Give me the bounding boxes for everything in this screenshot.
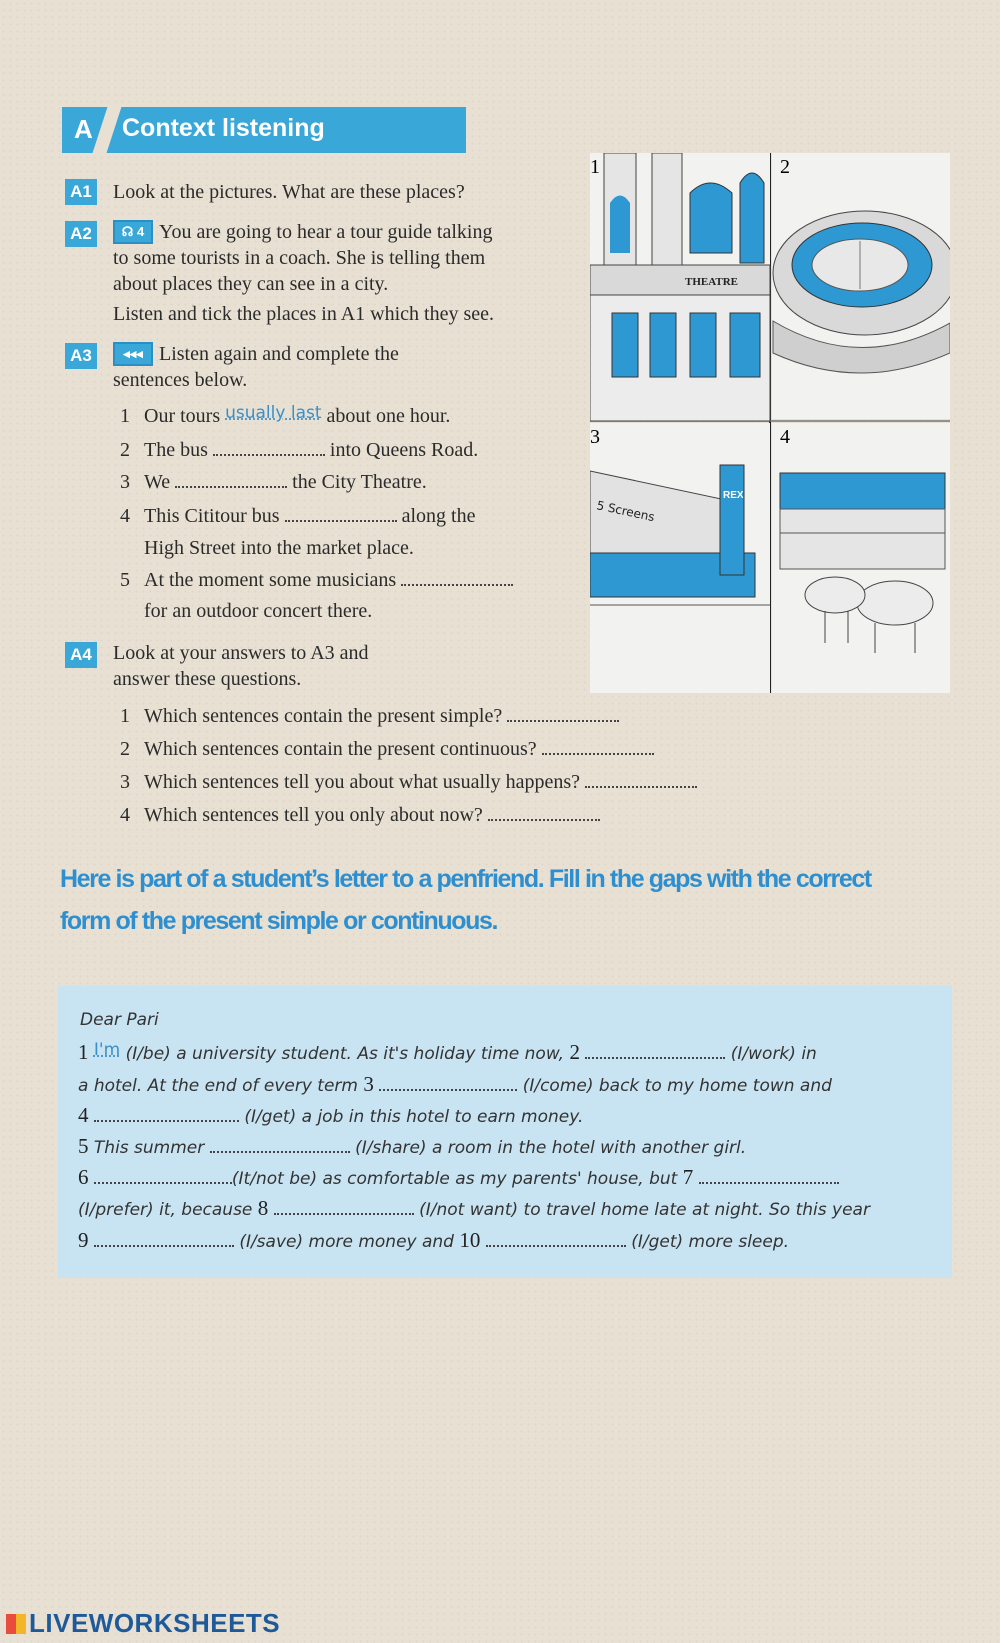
logo-icon	[6, 1614, 26, 1634]
a4-question-2: 2 Which sentences contain the present continuous?	[120, 736, 654, 762]
a2-line-3: about places they can see in a city.	[113, 273, 389, 295]
a4-line-1: Look at your answers to A3 and	[113, 642, 369, 664]
a3-item-4: 4 This Cititour bus along the	[120, 505, 476, 527]
letter-line-5: 6 (It/not be) as comfortable as my parents' house, but 7	[78, 1165, 839, 1190]
letter-answer-1[interactable]: I'm	[93, 1040, 121, 1060]
a4-gap-2[interactable]	[542, 739, 654, 755]
a1-text: Look at the pictures. What are these places?	[113, 181, 465, 203]
a4-question-4: 4 Which sentences tell you only about now?	[120, 802, 600, 828]
section-title: Context listening	[122, 114, 325, 142]
svg-text:REX: REX	[723, 490, 744, 501]
a2-line-1: ☊ 4 You are going to hear a tour guide talking	[113, 219, 492, 245]
rewind-icon[interactable]: ◂◂◂	[113, 342, 153, 366]
a1-tag: A1	[65, 179, 97, 205]
section-letter: A	[74, 114, 93, 144]
letter-greeting: Dear Pari	[80, 1010, 159, 1030]
a3-gap-5[interactable]	[401, 570, 513, 586]
letter-line-3: 4 (I/get) a job in this hotel to earn money.	[78, 1103, 584, 1127]
svg-text:THEATRE: THEATRE	[685, 276, 738, 288]
a3-gap-2[interactable]	[213, 440, 325, 456]
stadium-picture	[772, 153, 950, 419]
instruction-line-1: Here is part of a student’s letter to a penfriend. Fill in the gaps with the correct	[60, 865, 871, 893]
a4-gap-4[interactable]	[488, 805, 600, 821]
picture-label-4: 4	[780, 426, 790, 448]
a3-item-5-cont: for an outdoor concert there.	[144, 600, 373, 622]
a2-listen: Listen and tick the places in A1 which they see.	[113, 303, 495, 325]
a4-gap-1[interactable]	[507, 706, 619, 722]
letter-gap-8[interactable]	[274, 1201, 414, 1215]
a3-item-3: 3 We the City Theatre.	[120, 471, 427, 493]
a4-question-1: 1 Which sentences contain the present simple?	[120, 703, 619, 729]
letter-gap-5[interactable]	[210, 1139, 350, 1153]
instruction	[60, 858, 960, 942]
a4-question-3: 3 Which sentences tell you about what usually happens?	[120, 769, 697, 795]
places-pictures	[590, 153, 950, 693]
a2-line-2: to some tourists in a coach. She is telling them	[113, 247, 486, 269]
market-picture	[772, 423, 950, 693]
picture-label-2: 2	[780, 156, 790, 178]
a3-item-1: 1 Our tours $^{usually last}$ about one hour.	[120, 403, 451, 427]
a3-item-2: 2 The bus into Queens Road.	[120, 439, 479, 461]
a3-line-2: sentences below.	[113, 369, 248, 391]
letter-gap-7[interactable]	[699, 1170, 839, 1184]
a3-line-1: ◂◂◂ Listen again and complete the	[113, 341, 399, 367]
a3-item-4-cont: High Street into the market place.	[144, 537, 414, 559]
a3-gap-3[interactable]	[175, 472, 287, 488]
letter-gap-2[interactable]	[585, 1045, 725, 1059]
letter-gap-6[interactable]	[94, 1170, 232, 1184]
cinema-picture	[590, 423, 770, 693]
a4-tag: A4	[65, 642, 97, 668]
letter-gap-3[interactable]	[379, 1077, 517, 1091]
theatre-picture	[590, 153, 770, 421]
a4-line-2: answer these questions.	[113, 668, 302, 690]
a2-tag: A2	[65, 221, 97, 247]
letter-line-1: 1 I'm (I/be) a university student. As it's holiday time now, 2 (I/work) in	[78, 1040, 817, 1064]
letter-line-2: a hotel. At the end of every term 3 (I/come) back to my home town and	[78, 1072, 832, 1096]
letter-line-4: 5 This summer (I/share) a room in the hotel with another girl.	[78, 1134, 747, 1158]
svg-text:5 Screens: 5 Screens	[595, 498, 656, 525]
audio-track-icon[interactable]: ☊ 4	[113, 220, 153, 244]
instruction-line-2: form of the present simple or continuous.	[60, 907, 498, 935]
picture-label-3: 3	[590, 426, 600, 448]
a3-tag: A3	[65, 343, 97, 369]
letter-gap-4[interactable]	[94, 1108, 239, 1122]
letter-gap-10[interactable]	[486, 1233, 626, 1247]
liveworksheets-logo: LIVEWORKSHEETS	[6, 1608, 280, 1639]
picture-label-1: 1	[590, 156, 600, 178]
letter-gap-9[interactable]	[94, 1233, 234, 1247]
a4-gap-3[interactable]	[585, 772, 697, 788]
letter-line-7: 9 (I/save) more money and 10 (I/get) more sleep.	[78, 1228, 790, 1252]
a3-answer-1[interactable]: usually last	[225, 403, 322, 423]
a3-item-5: 5 At the moment some musicians	[120, 567, 513, 593]
places-illustration	[590, 153, 950, 693]
letter-line-6: (I/prefer) it, because 8 (I/not want) to travel home late at night. So this year	[78, 1196, 870, 1220]
a3-gap-4[interactable]	[285, 506, 397, 522]
